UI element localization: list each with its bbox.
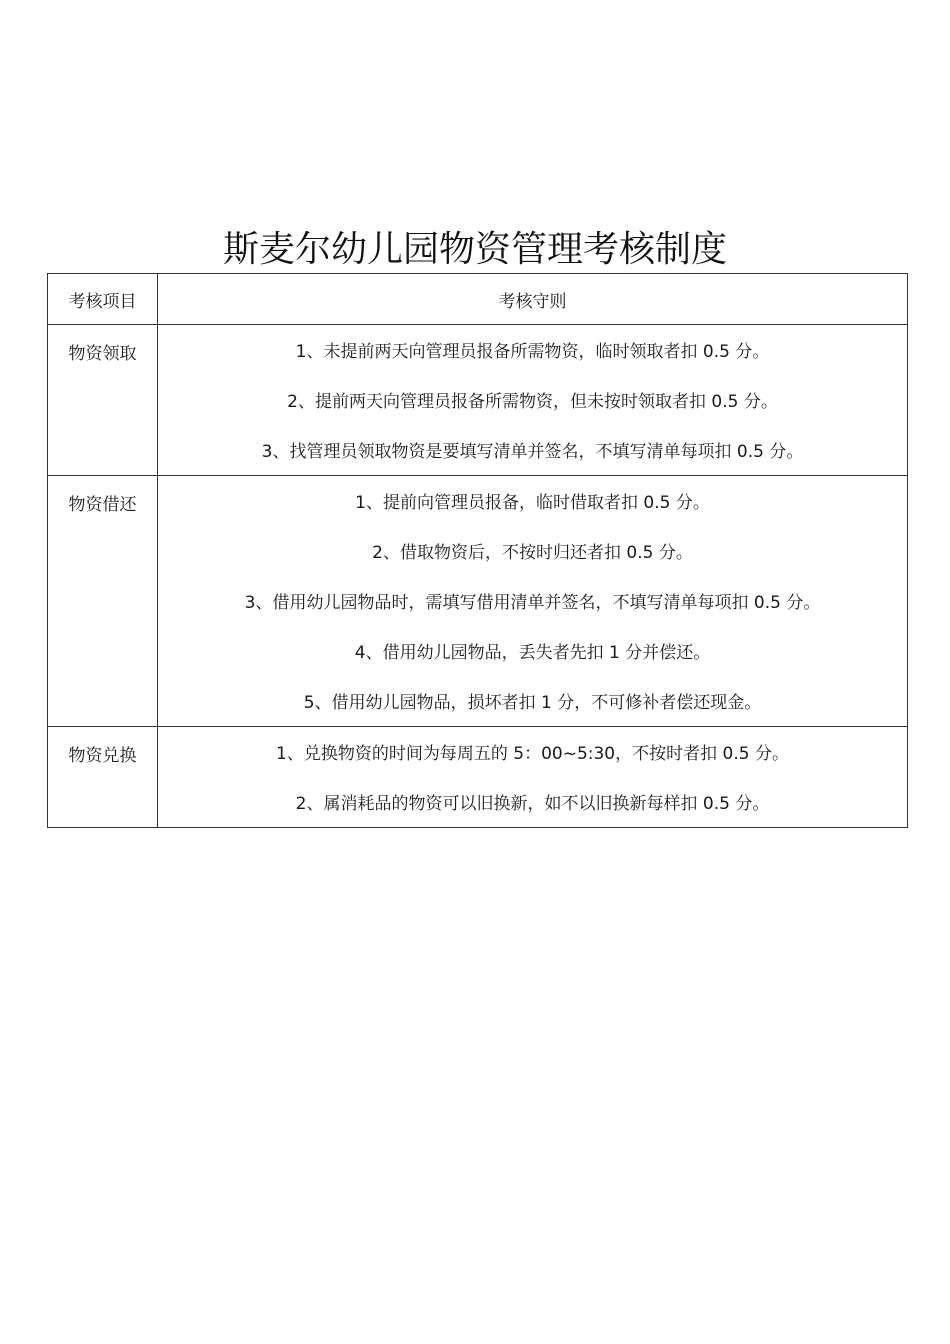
rules-cell	[158, 727, 908, 828]
document-title: 斯麦尔幼儿园物资管理考核制度	[222, 229, 727, 270]
table-row	[48, 476, 908, 727]
rules-cell	[158, 476, 908, 727]
table-row	[48, 727, 908, 828]
rule-line: 2、提前两天向管理员报备所需物资，但未按时领取者扣 0.5 分。	[287, 392, 778, 412]
category-cell: 物资兑换	[48, 727, 158, 828]
rule-line: 4、借用幼儿园物品，丢失者先扣 1 分并偿还。	[354, 643, 711, 663]
rules-cell	[158, 325, 908, 476]
rules-table	[47, 273, 908, 828]
rule-line: 2、属消耗品的物资可以旧换新，如不以旧换新每样扣 0.5 分。	[295, 794, 770, 814]
rule-line: 1、提前向管理员报备，临时借取者扣 0.5 分。	[355, 493, 710, 513]
rule-line: 3、找管理员领取物资是要填写清单并签名，不填写清单每项扣 0.5 分。	[261, 442, 804, 462]
rule-line: 2、借取物资后，不按时归还者扣 0.5 分。	[372, 543, 693, 563]
table-row	[48, 325, 908, 476]
rule-line: 1、兑换物资的时间为每周五的 5：00~5:30，不按时者扣 0.5 分。	[276, 744, 789, 764]
rule-line: 3、借用幼儿园物品时，需填写借用清单并签名，不填写清单每项扣 0.5 分。	[244, 593, 821, 613]
category-cell: 物资借还	[48, 476, 158, 727]
rule-line: 5、借用幼儿园物品，损坏者扣 1 分，不可修补者偿还现金。	[303, 693, 762, 713]
table-header-row	[48, 274, 908, 325]
header-assessment-rules: 考核守则	[158, 274, 908, 325]
header-assessment-item: 考核项目	[48, 274, 158, 325]
rule-line: 1、未提前两天向管理员报备所需物资，临时领取者扣 0.5 分。	[295, 342, 770, 362]
category-cell: 物资领取	[48, 325, 158, 476]
